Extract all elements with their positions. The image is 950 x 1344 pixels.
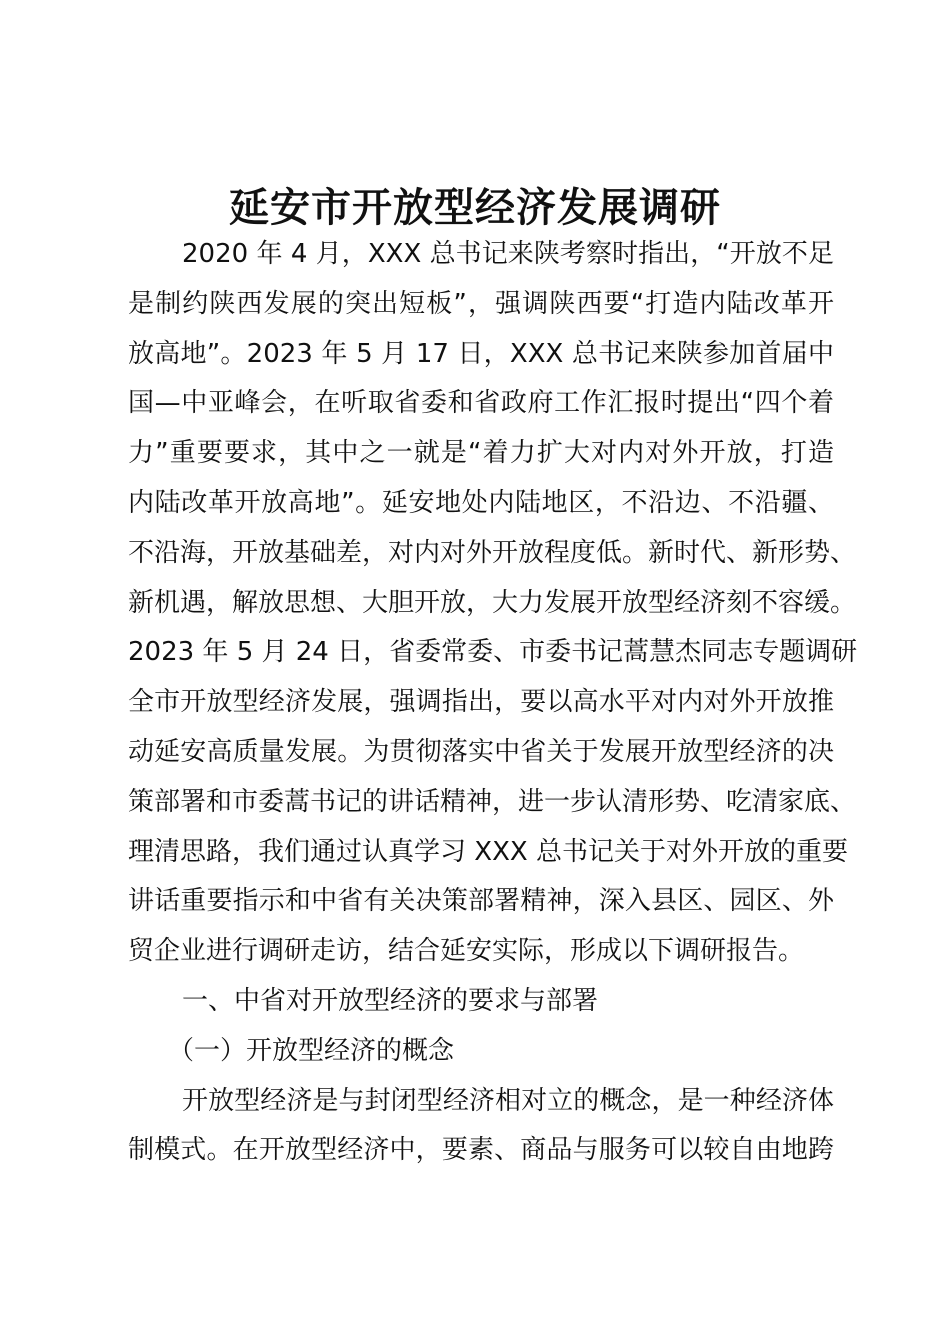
subsection-heading: （一）开放型经济的概念: [168, 1035, 455, 1066]
paragraph-line: 内陆改革开放高地”。延安地处内陆地区，不沿边、不沿疆、: [128, 487, 834, 518]
paragraph-line: 制模式。在开放型经济中，要素、商品与服务可以较自由地跨: [128, 1135, 834, 1166]
paragraph-line: 不沿海，开放基础差，对内对外开放程度低。新时代、新形势、: [128, 537, 857, 568]
paragraph-line: 放高地”。2023 年 5 月 17 日，XXX 总书记来陕参加首届中: [128, 338, 834, 369]
paragraph-line: 开放型经济是与封闭型经济相对立的概念，是一种经济体: [182, 1085, 834, 1116]
paragraph-line: 2020 年 4 月，XXX 总书记来陕考察时指出，“开放不足: [182, 239, 834, 269]
paragraph-line: 国—中亚峰会，在听取省委和省政府工作汇报时提出“四个着: [128, 388, 834, 419]
paragraph-line: 理清思路，我们通过认真学习 XXX 总书记关于对外开放的重要: [128, 836, 848, 867]
section-heading: 一、中省对开放型经济的要求与部署: [182, 985, 599, 1016]
paragraph-line: 是制约陕西发展的突出短板”，强调陕西要“打造内陆改革开: [128, 288, 834, 319]
paragraph-line: 策部署和市委蒿书记的讲话精神，进一步认清形势、吃清家底、: [128, 786, 857, 817]
document-title: 延安市开放型经济发展调研: [229, 184, 721, 231]
document-body: [128, 230, 858, 1176]
paragraph-line: 讲话重要指示和中省有关决策部署精神，深入县区、园区、外: [128, 886, 834, 917]
paragraph-line: 新机遇，解放思想、大胆开放，大力发展开放型经济刻不容缓。: [128, 587, 857, 618]
paragraph-line: 2023 年 5 月 24 日，省委常委、市委书记蒿慧杰同志专题调研: [128, 637, 858, 668]
paragraph-line: 动延安高质量发展。为贯彻落实中省关于发展开放型经济的决: [128, 736, 834, 767]
paragraph-line: 力”重要要求，其中之一就是“着力扩大对内对外开放，打造: [128, 438, 834, 469]
paragraph-line: 贸企业进行调研走访，结合延安实际，形成以下调研报告。: [128, 936, 805, 967]
paragraph-line: 全市开放型经济发展，强调指出，要以高水平对内对外开放推: [128, 687, 834, 718]
